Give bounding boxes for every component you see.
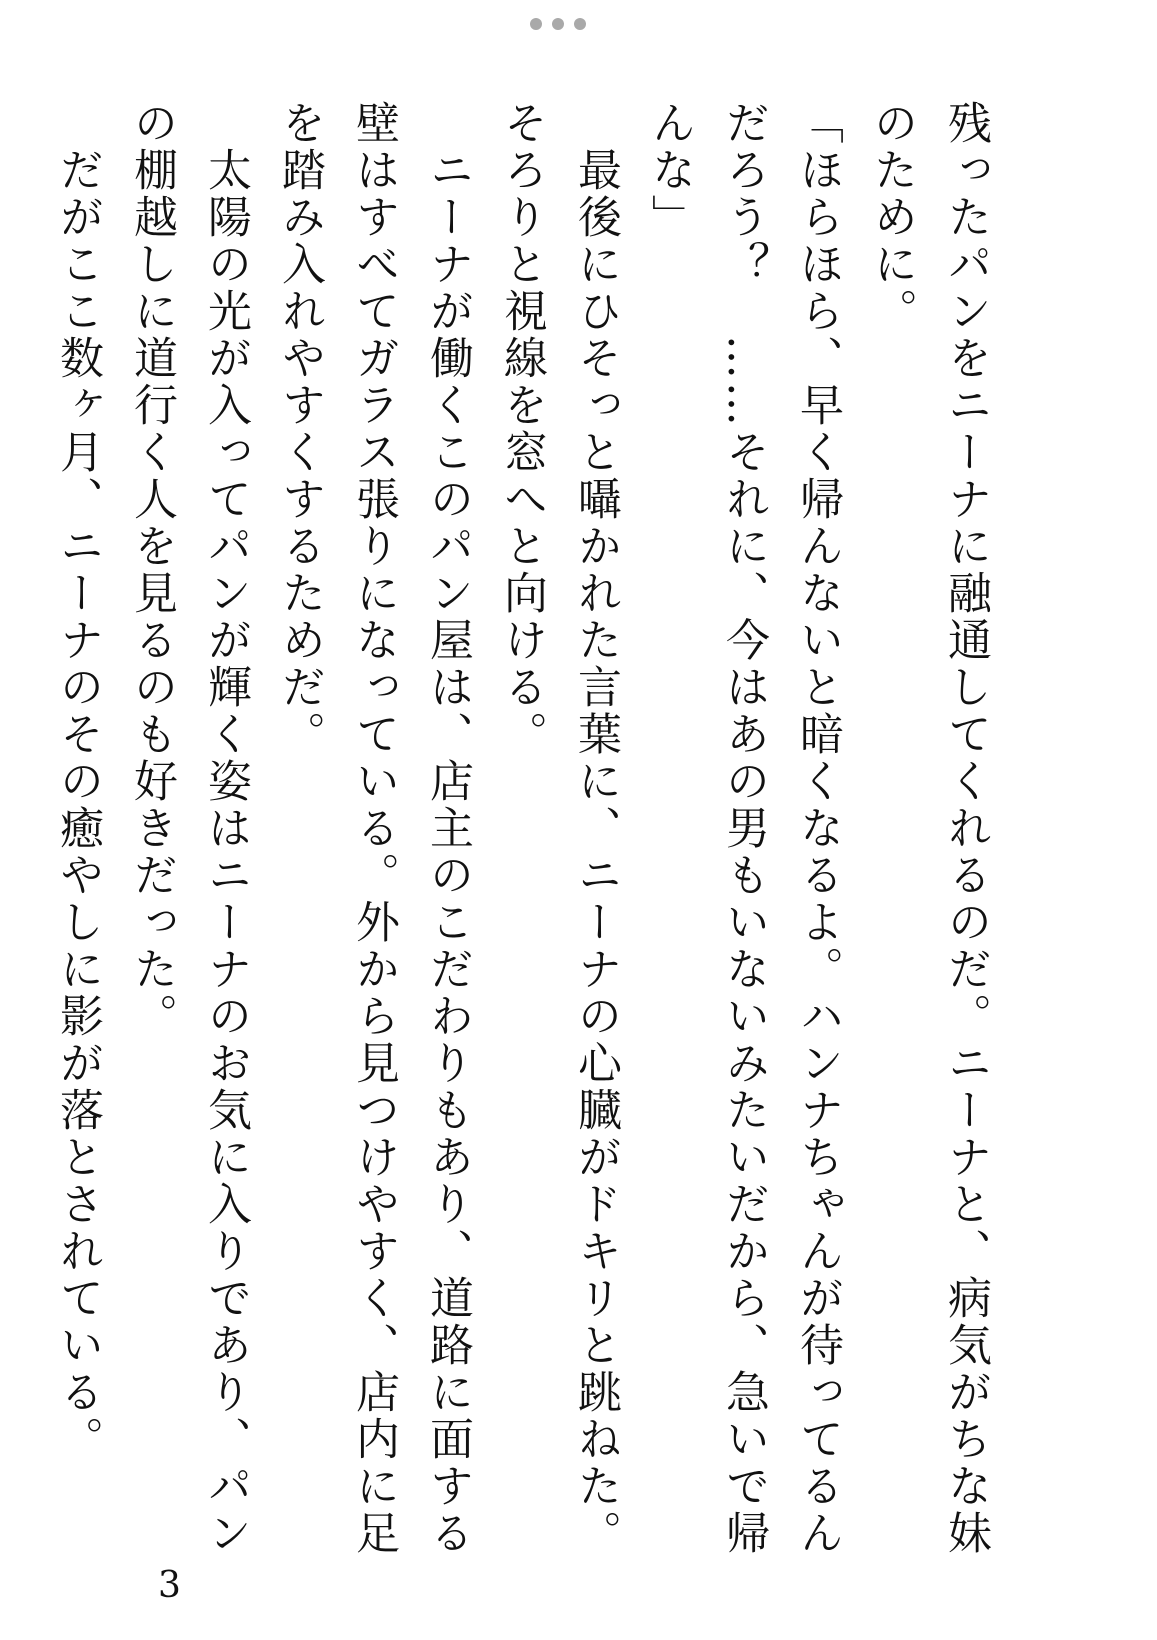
text-line: だがここ数ヶ月、ニーナのその癒やしに影が落とされている。	[52, 100, 103, 1463]
text-line: 残ったパンをニーナに融通してくれるのだ。ニーナと、病気がちな妹	[940, 100, 991, 1557]
text-line: だろう？ ……それに、今はあの男もいないみたいだから、急いで帰	[718, 100, 769, 1557]
text-line: んな」	[644, 100, 695, 241]
text-line: ニーナが働くこのパン屋は、店主のこだわりもあり、道路に面する	[422, 100, 473, 1557]
dot-2	[552, 18, 564, 30]
text-line: を踏み入れやすくするためだ。	[274, 100, 325, 758]
dot-3	[574, 18, 586, 30]
text-line: 壁はすべてガラス張りになっている。外から見つけやすく、店内に足	[348, 100, 399, 1557]
page-number: 3	[158, 1565, 181, 1606]
text-line: 最後にひそっと囁かれた言葉に、ニーナの心臓がドキリと跳ねた。	[570, 100, 621, 1557]
dot-1	[530, 18, 542, 30]
text-line: そろりと視線を窓へと向ける。	[496, 100, 547, 758]
text-line: 「ほらほら、早く帰んないと暗くなるよ。ハンナちゃんが待ってるん	[792, 100, 843, 1557]
text-line: のために。	[866, 100, 917, 335]
text-line: の棚越しに道行く人を見るのも好きだった。	[126, 100, 177, 1040]
text-line: 太陽の光が入ってパンが輝く姿はニーナのお気に入りであり、パン	[200, 100, 251, 1557]
page-text	[52, 100, 991, 1580]
more-options-icon[interactable]	[530, 17, 586, 31]
